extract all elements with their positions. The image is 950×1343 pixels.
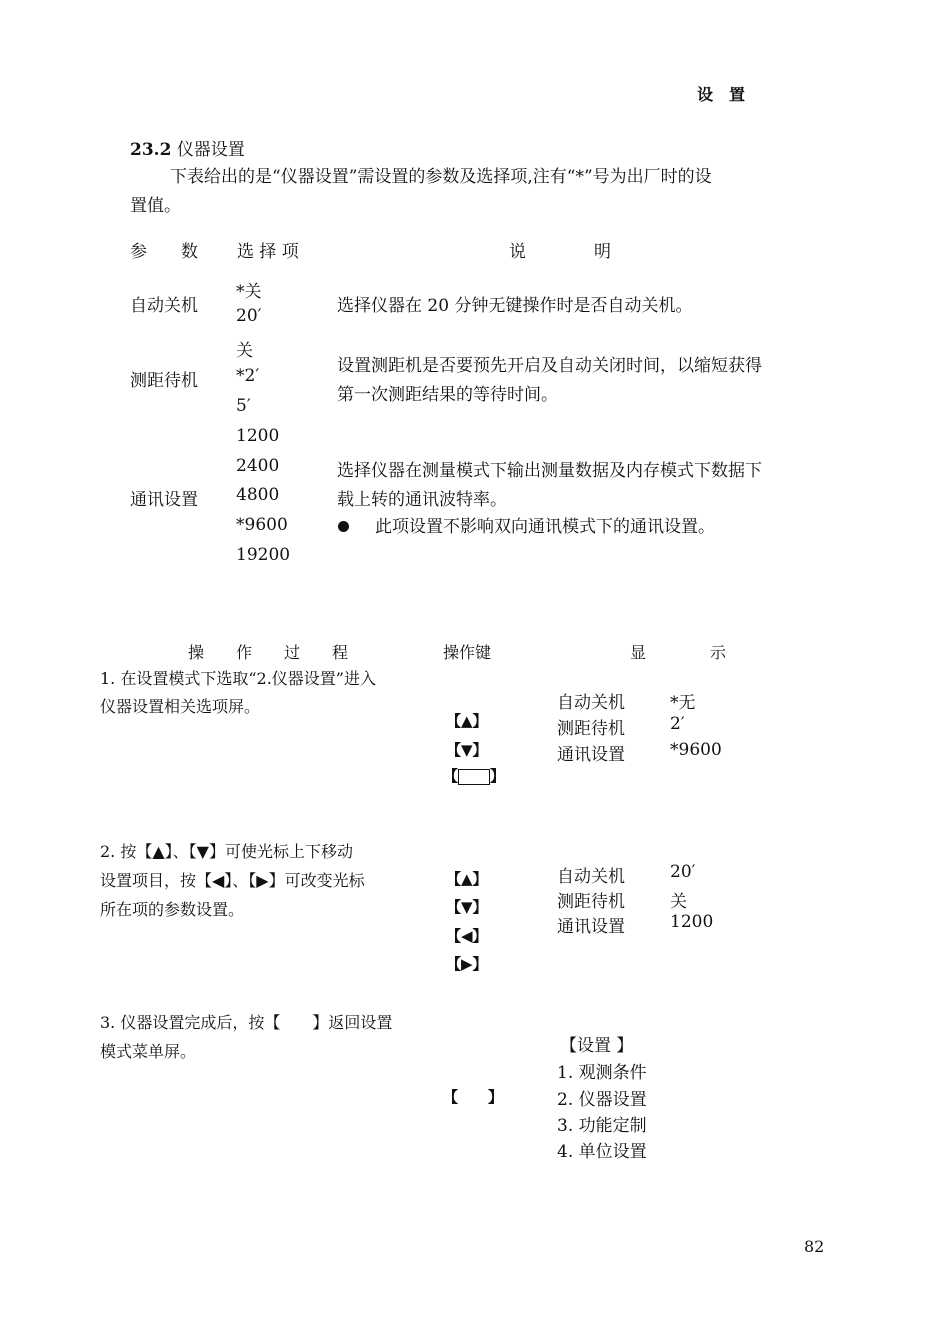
intro-line-1: 下表给出的是“仪器设置”需设置的参数及选择项,注有“*”号为出厂时的设 <box>170 167 712 187</box>
display-value: 2′ <box>670 714 685 734</box>
display-value: 关 <box>670 892 687 912</box>
option-item: 4800 <box>236 485 280 505</box>
menu-item: 3. 功能定制 <box>557 1116 647 1136</box>
section-title-text: 仪器设置 <box>176 140 245 160</box>
section-number: 23.2 <box>130 140 172 160</box>
step2-text: 2. 按【▲】、【▼】可使光标上下移动 <box>100 842 353 861</box>
display-label: 通讯设置 <box>557 917 625 937</box>
page-number: 82 <box>804 1237 825 1256</box>
option-item: *9600 <box>236 515 288 535</box>
param-header: 参 数 <box>130 242 198 262</box>
display-value: *9600 <box>670 740 722 760</box>
right-key[interactable]: 【▶】 <box>446 955 488 973</box>
display-value: 1200 <box>670 912 714 932</box>
option-item: 2400 <box>236 456 280 476</box>
menu-item: 4. 单位设置 <box>557 1142 647 1162</box>
menu-title: 【设置 】 <box>560 1036 634 1056</box>
left-key[interactable]: 【◀】 <box>446 927 488 945</box>
option-item: 1200 <box>236 426 280 446</box>
display-value: *无 <box>670 693 696 713</box>
enter-icon <box>458 769 490 785</box>
step2-text: 所在项的参数设置。 <box>100 900 245 919</box>
desc-line: 载上转的通讯波特率。 <box>337 490 507 510</box>
option-item: *关 <box>236 282 262 302</box>
step3-text: 3. 仪器设置完成后，按【 】返回设置 <box>100 1013 393 1032</box>
option-item: 关 <box>236 341 253 361</box>
param-auto-off: 自动关机 <box>130 296 198 316</box>
up-key[interactable]: 【▲】 <box>446 712 488 730</box>
desc-header: 说 明 <box>509 242 611 262</box>
step1-text: 仪器设置相关选项屏。 <box>100 697 261 716</box>
option-item: 19200 <box>236 545 291 565</box>
param-comm-settings: 通讯设置 <box>130 490 198 510</box>
display-label: 自动关机 <box>557 693 625 713</box>
step2-text: 设置项目，按【◀】、【▶】可改变光标 <box>100 871 365 890</box>
bullet-icon <box>338 516 349 535</box>
desc-line: 设置测距机是否要预先开启及自动关闭时间，以缩短获得 <box>337 356 762 376</box>
option-item: 5′ <box>236 396 251 416</box>
process-header: 操 作 过 程 <box>188 643 349 662</box>
desc-note: 此项设置不影响双向通讯模式下的通讯设置。 <box>375 517 715 537</box>
down-key[interactable]: 【▼】 <box>446 898 488 916</box>
option-item: 20′ <box>236 306 262 326</box>
step1-text: 1. 在设置模式下选取“2.仪器设置”进入 <box>100 669 376 688</box>
menu-item: 1. 观测条件 <box>557 1063 647 1083</box>
step3-text: 模式菜单屏。 <box>100 1042 197 1061</box>
enter-key[interactable]: 【 】 <box>443 767 506 785</box>
display-label: 自动关机 <box>557 867 625 887</box>
display-label: 测距待机 <box>557 892 625 912</box>
options-header: 选 择 项 <box>237 242 299 262</box>
desc-line: 第一次测距结果的等待时间。 <box>337 385 558 405</box>
display-value: 20′ <box>670 862 696 882</box>
down-key[interactable]: 【▼】 <box>446 741 488 759</box>
up-key[interactable]: 【▲】 <box>446 870 488 888</box>
option-item: *2′ <box>236 366 260 386</box>
param-ranging-standby: 测距待机 <box>130 371 198 391</box>
esc-key[interactable]: 【 】 <box>443 1088 504 1106</box>
display-header: 显 示 <box>630 643 727 662</box>
menu-item: 2. 仪器设置 <box>557 1090 647 1110</box>
chapter-header: 设 置 <box>697 85 746 104</box>
desc-line: 选择仪器在 20 分钟无键操作时是否自动关机。 <box>337 296 693 316</box>
display-label: 测距待机 <box>557 719 625 739</box>
desc-line: 选择仪器在测量模式下输出测量数据及内存模式下数据下 <box>337 461 762 481</box>
section-title <box>130 135 245 160</box>
intro-line-2: 置值。 <box>130 196 181 216</box>
keys-header: 操作键 <box>443 643 492 662</box>
display-label: 通讯设置 <box>557 745 625 765</box>
